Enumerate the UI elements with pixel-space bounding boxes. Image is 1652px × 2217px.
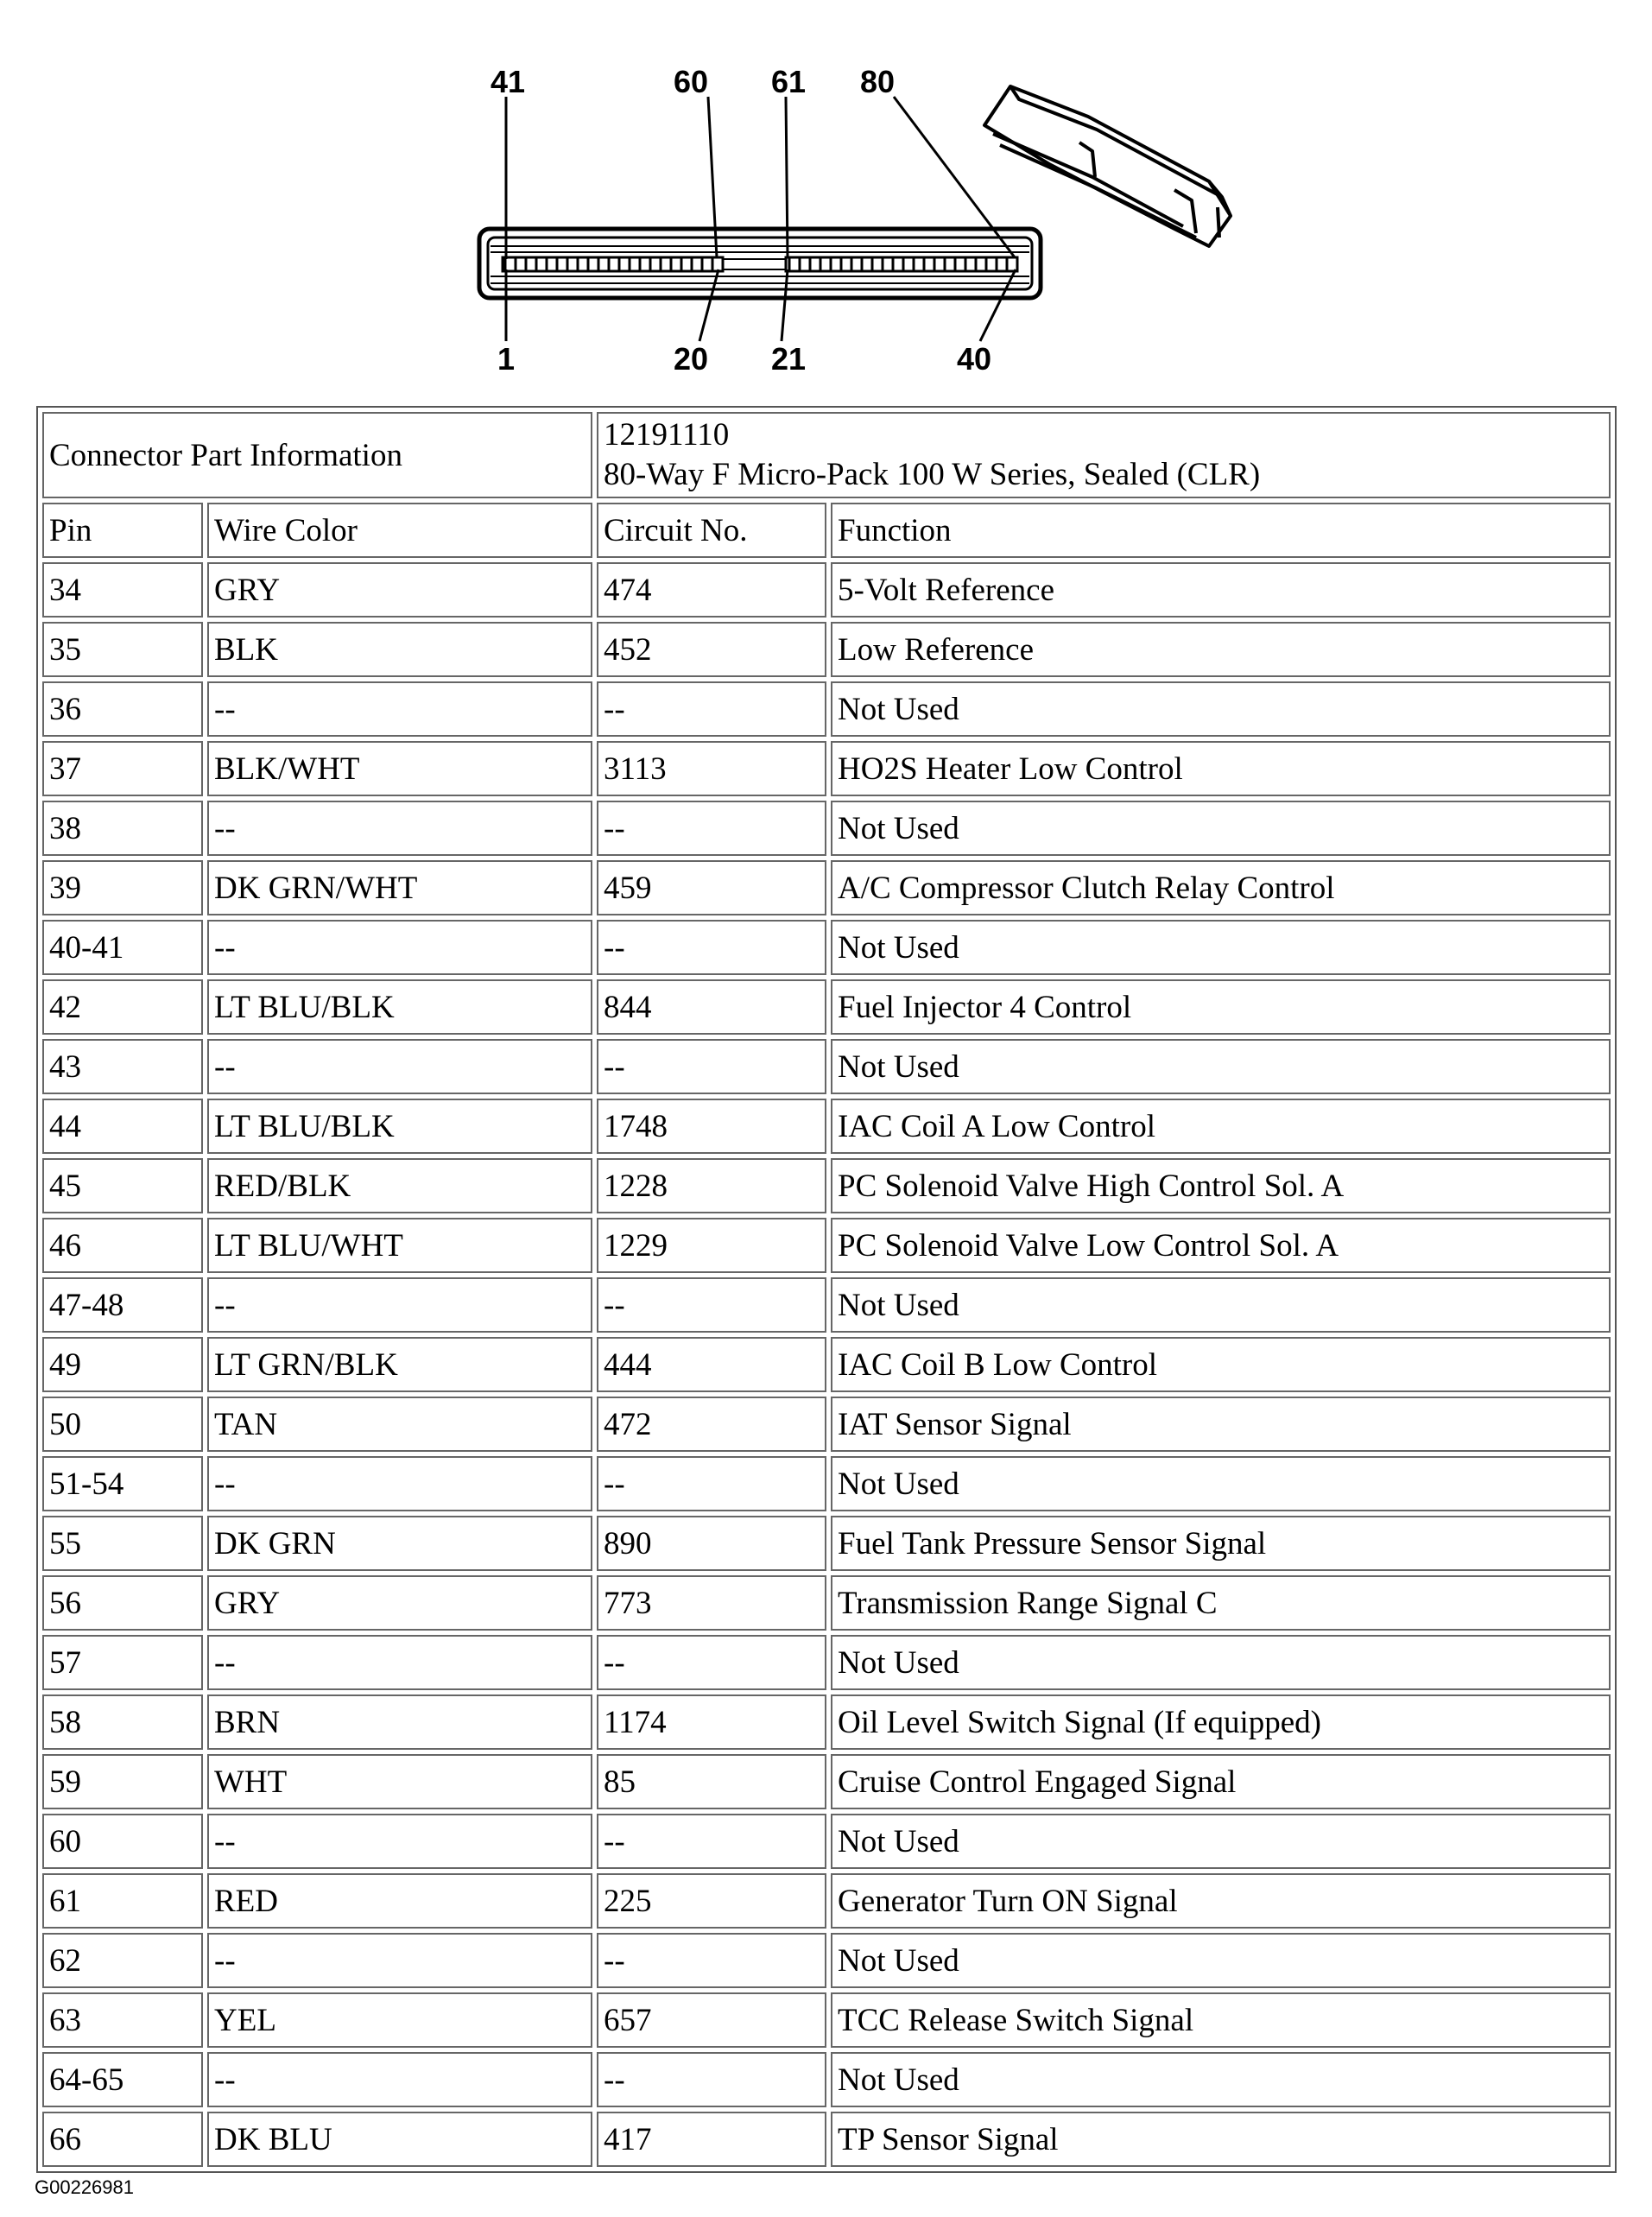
cell-function: Not Used (831, 1277, 1611, 1333)
cell-wire-color: GRY (207, 562, 592, 618)
cell-pin: 37 (42, 741, 203, 796)
cell-wire-color: -- (207, 1456, 592, 1511)
cell-pin: 46 (42, 1218, 203, 1273)
pin-label-21: 21 (771, 341, 807, 377)
cell-pin: 35 (42, 622, 203, 677)
cell-pin: 64-65 (42, 2052, 203, 2107)
table-row (42, 1158, 1611, 1213)
cell-circuit-no: 417 (597, 2112, 826, 2167)
cell-function: Not Used (831, 1814, 1611, 1869)
cell-pin: 59 (42, 1754, 203, 1809)
cell-pin: 63 (42, 1992, 203, 2048)
table-row (42, 1218, 1611, 1273)
cell-wire-color: LT GRN/BLK (207, 1337, 592, 1392)
table-row (42, 2052, 1611, 2107)
cell-circuit-no: -- (597, 1814, 826, 1869)
cell-function: Fuel Tank Pressure Sensor Signal (831, 1516, 1611, 1571)
cell-pin: 62 (42, 1933, 203, 1988)
cell-wire-color: BLK (207, 622, 592, 677)
table-row (42, 2112, 1611, 2167)
table-row (42, 1754, 1611, 1809)
cell-circuit-no: 1748 (597, 1099, 826, 1154)
table-row (42, 801, 1611, 856)
pinout-table-container (36, 406, 1617, 2173)
cell-circuit-no: 444 (597, 1337, 826, 1392)
pin-label-60: 60 (674, 64, 709, 99)
table-row (42, 1277, 1611, 1333)
cell-wire-color: -- (207, 1635, 592, 1690)
cell-wire-color: DK GRN/WHT (207, 860, 592, 915)
cell-function: HO2S Heater Low Control (831, 741, 1611, 796)
table-row (42, 741, 1611, 796)
pin-label-1: 1 (497, 341, 516, 377)
cell-function: Not Used (831, 801, 1611, 856)
table-row (42, 1099, 1611, 1154)
cell-wire-color: TAN (207, 1397, 592, 1452)
cell-pin: 39 (42, 860, 203, 915)
cell-circuit-no: -- (597, 1039, 826, 1094)
table-row (42, 1992, 1611, 2048)
cell-wire-color: LT BLU/BLK (207, 1099, 592, 1154)
cell-function: IAT Sensor Signal (831, 1397, 1611, 1452)
cell-function: Cruise Control Engaged Signal (831, 1754, 1611, 1809)
pin-label-41: 41 (491, 64, 526, 99)
table-row (42, 979, 1611, 1035)
cell-pin: 51-54 (42, 1456, 203, 1511)
table-row (42, 1575, 1611, 1631)
cell-wire-color: RED/BLK (207, 1158, 592, 1213)
header-row (42, 503, 1611, 558)
cell-function: TCC Release Switch Signal (831, 1992, 1611, 2048)
cell-function: PC Solenoid Valve Low Control Sol. A (831, 1218, 1611, 1273)
cell-circuit-no: 1229 (597, 1218, 826, 1273)
cell-wire-color: -- (207, 1933, 592, 1988)
cell-circuit-no: -- (597, 1277, 826, 1333)
cell-pin: 40-41 (42, 920, 203, 975)
cell-pin: 44 (42, 1099, 203, 1154)
cell-function: Low Reference (831, 622, 1611, 677)
table-row (42, 681, 1611, 737)
table-row (42, 860, 1611, 915)
cell-function: 5-Volt Reference (831, 562, 1611, 618)
cell-wire-color: WHT (207, 1754, 592, 1809)
cell-circuit-no: 472 (597, 1397, 826, 1452)
cell-circuit-no: 773 (597, 1575, 826, 1631)
cell-pin: 61 (42, 1873, 203, 1929)
connector-part-number: 12191110 (604, 417, 730, 453)
cell-wire-color: BRN (207, 1694, 592, 1750)
cell-wire-color: BLK/WHT (207, 741, 592, 796)
cell-circuit-no: 452 (597, 622, 826, 677)
cell-pin: 57 (42, 1635, 203, 1690)
table-row (42, 562, 1611, 618)
cell-function: Generator Turn ON Signal (831, 1873, 1611, 1929)
cell-pin: 56 (42, 1575, 203, 1631)
cell-circuit-no: -- (597, 801, 826, 856)
table-row (42, 920, 1611, 975)
pin-label-20: 20 (674, 341, 709, 377)
table-row (42, 1635, 1611, 1690)
cell-wire-color: -- (207, 1039, 592, 1094)
cell-wire-color: YEL (207, 1992, 592, 2048)
header-pin: Pin (42, 503, 203, 558)
cell-circuit-no: -- (597, 920, 826, 975)
cell-circuit-no: -- (597, 1933, 826, 1988)
cell-function: Fuel Injector 4 Control (831, 979, 1611, 1035)
cell-circuit-no: 225 (597, 1873, 826, 1929)
connector-info-label: Connector Part Information (42, 412, 592, 498)
cell-function: IAC Coil A Low Control (831, 1099, 1611, 1154)
cell-function: PC Solenoid Valve High Control Sol. A (831, 1158, 1611, 1213)
cell-function: Oil Level Switch Signal (If equipped) (831, 1694, 1611, 1750)
cell-wire-color: RED (207, 1873, 592, 1929)
cell-function: Not Used (831, 1456, 1611, 1511)
cell-pin: 66 (42, 2112, 203, 2167)
cell-circuit-no: 844 (597, 979, 826, 1035)
table-row (42, 1933, 1611, 1988)
cell-circuit-no: 890 (597, 1516, 826, 1571)
cell-function: Not Used (831, 920, 1611, 975)
table-row (42, 1814, 1611, 1869)
cell-circuit-no: 474 (597, 562, 826, 618)
cell-wire-color: LT BLU/WHT (207, 1218, 592, 1273)
cell-function: Not Used (831, 1039, 1611, 1094)
cell-circuit-no: 3113 (597, 741, 826, 796)
cell-circuit-no: -- (597, 1456, 826, 1511)
connector-info-row (42, 412, 1611, 498)
cell-wire-color: -- (207, 801, 592, 856)
cell-wire-color: -- (207, 1277, 592, 1333)
pinout-table (36, 406, 1617, 2173)
pin-label-80: 80 (860, 64, 896, 99)
table-row (42, 1039, 1611, 1094)
table-row (42, 1397, 1611, 1452)
cell-function: TP Sensor Signal (831, 2112, 1611, 2167)
cell-pin: 34 (42, 562, 203, 618)
cell-function: IAC Coil B Low Control (831, 1337, 1611, 1392)
cell-wire-color: LT BLU/BLK (207, 979, 592, 1035)
connector-description: 80-Way F Micro-Pack 100 W Series, Sealed (CLR) (604, 457, 1261, 492)
table-row (42, 1337, 1611, 1392)
cell-pin: 50 (42, 1397, 203, 1452)
cell-function: A/C Compressor Clutch Relay Control (831, 860, 1611, 915)
table-row (42, 1456, 1611, 1511)
cell-circuit-no: 1174 (597, 1694, 826, 1750)
cell-function: Not Used (831, 681, 1611, 737)
cell-wire-color: DK GRN (207, 1516, 592, 1571)
connector-isometric-view (984, 86, 1231, 246)
cell-circuit-no: 459 (597, 860, 826, 915)
cell-pin: 36 (42, 681, 203, 737)
table-row (42, 1873, 1611, 1929)
cell-circuit-no: -- (597, 2052, 826, 2107)
connector-diagram (0, 0, 1652, 380)
cell-pin: 45 (42, 1158, 203, 1213)
connector-front-view (479, 229, 1041, 298)
cell-wire-color: -- (207, 2052, 592, 2107)
cell-pin: 43 (42, 1039, 203, 1094)
cell-function: Not Used (831, 2052, 1611, 2107)
cell-function: Not Used (831, 1635, 1611, 1690)
cell-pin: 55 (42, 1516, 203, 1571)
cell-wire-color: -- (207, 681, 592, 737)
cell-circuit-no: 657 (597, 1992, 826, 2048)
cell-pin: 60 (42, 1814, 203, 1869)
cell-pin: 49 (42, 1337, 203, 1392)
table-row (42, 1694, 1611, 1750)
pin-label-61: 61 (771, 64, 807, 99)
cell-pin: 47-48 (42, 1277, 203, 1333)
cell-circuit-no: -- (597, 1635, 826, 1690)
figure-id: G00226981 (35, 2176, 134, 2198)
cell-function: Transmission Range Signal C (831, 1575, 1611, 1631)
cell-pin: 58 (42, 1694, 203, 1750)
cell-wire-color: -- (207, 920, 592, 975)
pin-label-40: 40 (957, 341, 992, 377)
cell-circuit-no: 85 (597, 1754, 826, 1809)
header-circuit-no: Circuit No. (597, 503, 826, 558)
cell-circuit-no: -- (597, 681, 826, 737)
cell-pin: 38 (42, 801, 203, 856)
cell-function: Not Used (831, 1933, 1611, 1988)
table-row (42, 622, 1611, 677)
header-wire-color: Wire Color (207, 503, 592, 558)
cell-wire-color: -- (207, 1814, 592, 1869)
cell-wire-color: DK BLU (207, 2112, 592, 2167)
cell-pin: 42 (42, 979, 203, 1035)
header-function: Function (831, 503, 1611, 558)
connector-info-value (597, 412, 1611, 498)
table-row (42, 1516, 1611, 1571)
cell-wire-color: GRY (207, 1575, 592, 1631)
cell-circuit-no: 1228 (597, 1158, 826, 1213)
leader-lines (506, 97, 1016, 341)
